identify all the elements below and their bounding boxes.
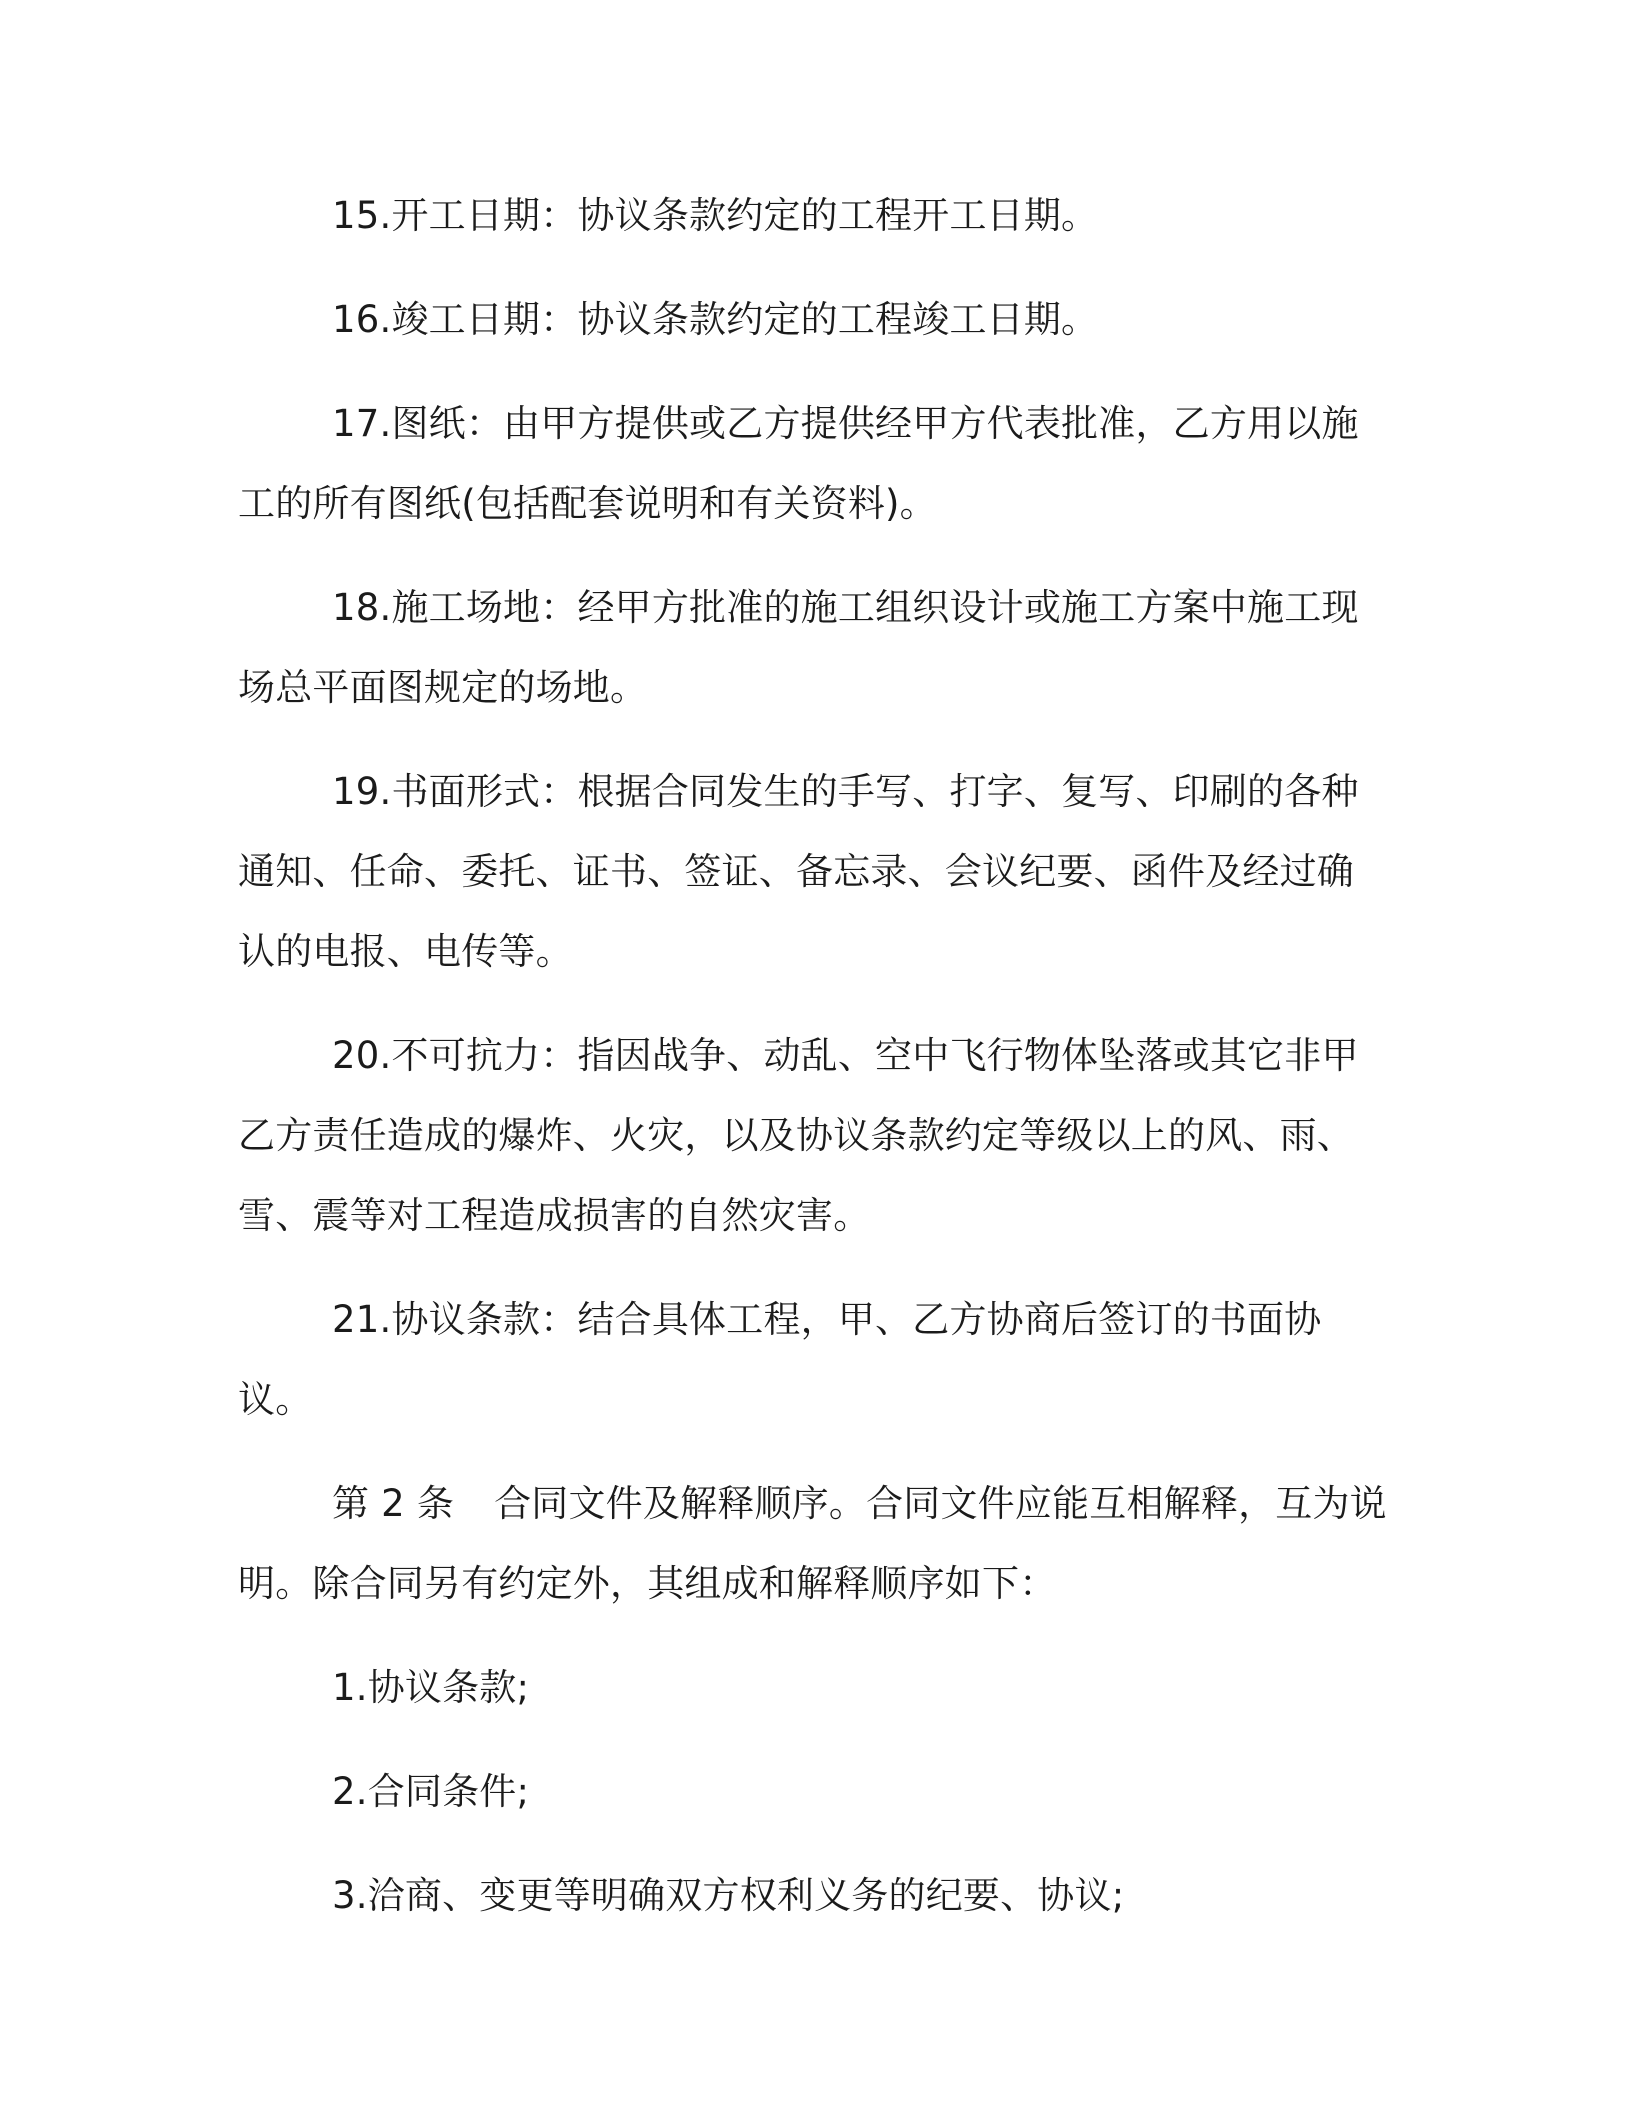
article-2-paragraph [238, 1464, 1388, 1624]
paragraph-16: 16.竣工日期：协议条款约定的工程竣工日期。 [332, 298, 1099, 341]
paragraph-19: 19.书面形式：根据合同发生的手写、打字、复写、印刷的各种通知、任命、委托、证书、签证、备忘录、会议纪要、函件及经过确认的电报、电传等。 [238, 770, 1359, 973]
document-body [238, 176, 1388, 1960]
paragraph-21: 21.协议条款：结合具体工程，甲、乙方协商后签订的书面协议。 [238, 1298, 1322, 1421]
article-2-label: 第 2 条 [332, 1482, 455, 1525]
list-item-3: 3.洽商、变更等明确双方权利义务的纪要、协议; [332, 1874, 1125, 1917]
paragraph-15: 15.开工日期：协议条款约定的工程开工日期。 [332, 194, 1099, 237]
article-2-text: 合同文件及解释顺序。合同文件应能互相解释，互为说明。除合同另有约定外，其组成和解释顺序如下： [238, 1482, 1387, 1605]
paragraph-18: 18.施工场地：经甲方批准的施工组织设计或施工方案中施工现场总平面图规定的场地。 [238, 586, 1359, 709]
list-item-1: 1.协议条款; [332, 1666, 530, 1709]
paragraph-17: 17.图纸：由甲方提供或乙方提供经甲方代表批准，乙方用以施工的所有图纸(包括配套说明和有关资料)。 [238, 402, 1359, 525]
paragraph-20: 20.不可抗力：指因战争、动乱、空中飞行物体坠落或其它非甲乙方责任造成的爆炸、火灾，以及协议条款约定等级以上的风、雨、雪、震等对工程造成损害的自然灾害。 [238, 1034, 1359, 1237]
list-item-2: 2.合同条件; [332, 1770, 530, 1813]
